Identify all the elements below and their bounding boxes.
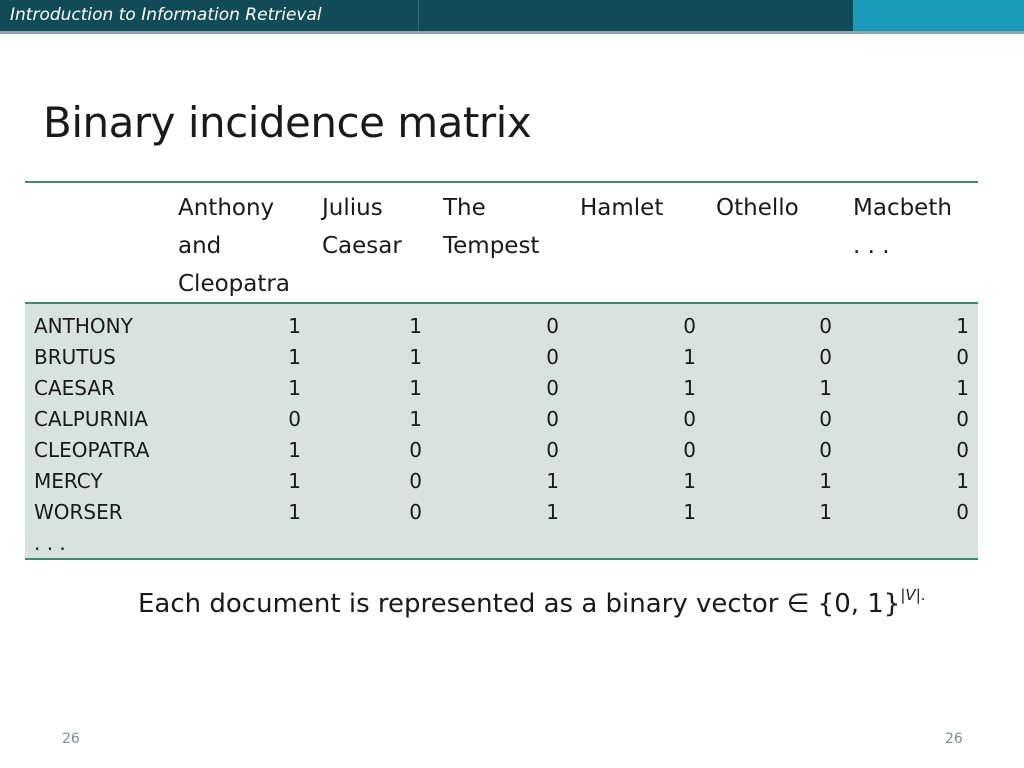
- value-column-anthony-and-cleopatra: [261, 311, 301, 528]
- cell: 1: [288, 314, 301, 338]
- banner-segment-middle: [419, 0, 853, 31]
- cell: 0: [956, 407, 969, 431]
- cell: 1: [956, 314, 969, 338]
- row-label: WORSER: [34, 500, 123, 524]
- cell: 0: [288, 407, 301, 431]
- cell: 1: [288, 438, 301, 462]
- superscript-variable: V: [905, 586, 916, 604]
- column-header-the-tempest: [443, 189, 539, 265]
- table-bottom-rule: [25, 558, 978, 560]
- row-label: BRUTUS: [34, 345, 116, 369]
- cell: 0: [683, 314, 696, 338]
- cell: 1: [409, 376, 422, 400]
- column-header-line: Julius: [322, 195, 383, 221]
- superscript-close: |.: [915, 586, 926, 604]
- column-header-anthony-and-cleopatra: [178, 189, 290, 303]
- row-label: . . .: [34, 531, 66, 555]
- value-column-macbeth: [929, 311, 969, 528]
- slide-title: Binary incidence matrix: [43, 98, 532, 147]
- cell: 1: [683, 469, 696, 493]
- column-header-line: Hamlet: [580, 195, 664, 221]
- cell: 0: [409, 500, 422, 524]
- superscript-open: |: [900, 586, 906, 604]
- caption-text: Each document is represented as a binary vector ∈ {0, 1}: [138, 589, 901, 619]
- table-body-background: [25, 304, 978, 558]
- course-title: Introduction to Information Retrieval: [10, 5, 322, 25]
- banner-underline: [0, 31, 1024, 34]
- cell: 1: [288, 345, 301, 369]
- page-number-left: 26: [62, 731, 80, 747]
- column-header-julius-caesar: [322, 189, 402, 265]
- incidence-matrix-table: [25, 181, 978, 560]
- cell: 0: [546, 407, 559, 431]
- row-labels: [34, 311, 149, 559]
- cell: 0: [819, 314, 832, 338]
- value-column-hamlet: [656, 311, 696, 528]
- row-label: CLEOPATRA: [34, 438, 150, 462]
- cell: 0: [956, 438, 969, 462]
- row-label: CAESAR: [34, 376, 115, 400]
- column-header-line: Caesar: [322, 233, 402, 259]
- header-banner: [0, 0, 1024, 33]
- column-header-othello: [716, 189, 799, 227]
- column-header-line: and: [178, 233, 222, 259]
- row-label: MERCY: [34, 469, 103, 493]
- column-header-line: Cleopatra: [178, 271, 290, 297]
- cell: 0: [683, 438, 696, 462]
- cell: 1: [288, 469, 301, 493]
- cell: 0: [409, 438, 422, 462]
- column-header-line: The: [443, 195, 486, 221]
- cell: 0: [956, 500, 969, 524]
- cell: 0: [819, 438, 832, 462]
- column-header-line: . . .: [853, 233, 890, 259]
- value-column-othello: [792, 311, 832, 528]
- cell: 1: [819, 469, 832, 493]
- cell: 1: [288, 376, 301, 400]
- cell: 0: [819, 407, 832, 431]
- row-label: CALPURNIA: [34, 407, 148, 431]
- cell: 1: [819, 500, 832, 524]
- row-label: ANTHONY: [34, 314, 133, 338]
- cell: 1: [683, 345, 696, 369]
- column-header-hamlet: [580, 189, 663, 227]
- cell: 0: [409, 469, 422, 493]
- caption-superscript: [900, 586, 925, 604]
- cell: 0: [546, 345, 559, 369]
- cell: 1: [546, 469, 559, 493]
- cell: 1: [409, 407, 422, 431]
- table-top-rule: [25, 181, 978, 183]
- cell: 1: [683, 500, 696, 524]
- column-header-line: Othello: [716, 195, 799, 221]
- value-column-the-tempest: [519, 311, 559, 528]
- column-header-line: Tempest: [443, 233, 540, 259]
- value-column-julius-caesar: [382, 311, 422, 528]
- cell: 0: [956, 345, 969, 369]
- column-header-line: Macbeth: [853, 195, 952, 221]
- caption: [138, 586, 926, 619]
- page-number-right: 26: [945, 731, 963, 747]
- cell: 0: [683, 407, 696, 431]
- cell: 1: [546, 500, 559, 524]
- banner-segment-right: [853, 0, 1024, 31]
- cell: 1: [956, 376, 969, 400]
- column-header-line: Anthony: [178, 195, 275, 221]
- cell: 1: [409, 345, 422, 369]
- cell: 1: [683, 376, 696, 400]
- cell: 0: [546, 376, 559, 400]
- cell: 0: [546, 438, 559, 462]
- cell: 1: [819, 376, 832, 400]
- column-header-macbeth: [853, 189, 952, 265]
- cell: 1: [288, 500, 301, 524]
- cell: 0: [819, 345, 832, 369]
- cell: 0: [546, 314, 559, 338]
- cell: 1: [409, 314, 422, 338]
- cell: 1: [956, 469, 969, 493]
